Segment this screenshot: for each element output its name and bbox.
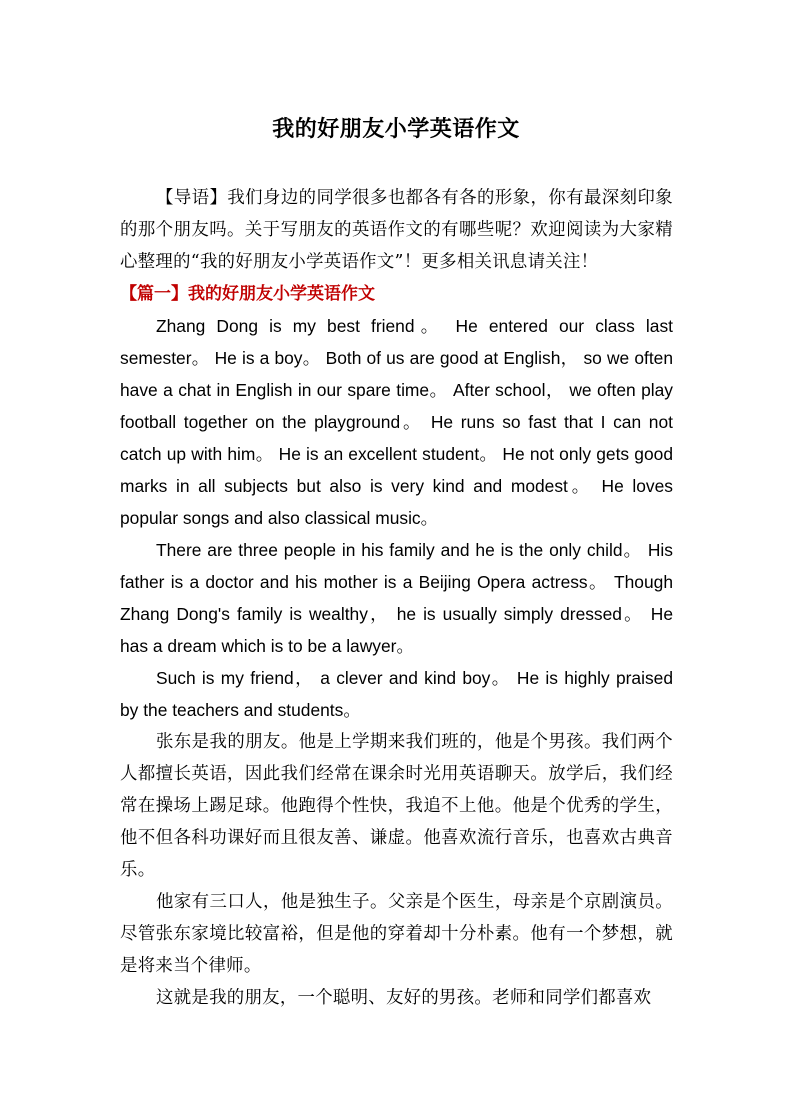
section-heading: 【篇一】我的好朋友小学英语作文 xyxy=(120,284,375,304)
english-paragraph-1: Zhang Dong is my best friend。 He entered our class last semester。 He is a boy。 Both of us are good at English， so we often have a chat in English in our spare time。 After school， we often play football together on the playground。 He runs so fast that I can not catch up with him。 He is an excellent student。 He not only gets good marks in all subjects but also is very kind and modest。 He loves popular songs and also classical music。 xyxy=(120,316,673,528)
chinese-paragraph-1: 张东是我的朋友。他是上学期来我们班的，他是个男孩。我们两个人都擅长英语，因此我们经常在课余时光用英语聊天。放学后，我们经常在操场上踢足球。他跑得个性快，我追不上他。他是个优秀的学生，他不但各科功课好而且很友善、谦虚。他喜欢流行音乐，也喜欢古典音乐。 xyxy=(120,732,673,880)
intro-paragraph: 【导语】我们身边的同学很多也都各有各的形象，你有最深刻印象的那个朋友吗。关于写朋友的英语作文的有哪些呢？欢迎阅读为大家精心整理的“我的好朋友小学英语作文”！更多相关讯息请关注！ xyxy=(120,188,673,272)
english-paragraph-3: Such is my friend， a clever and kind boy。 He is highly praised by the teachers and students。 xyxy=(120,668,673,720)
english-paragraph-2: There are three people in his family and he is the only child。 His father is a doctor and his mother is a Beijing Opera actress。 Though Zhang Dong's family is wealthy， he is usually simply dressed。 He has a dream which is to be a lawyer。 xyxy=(120,540,673,656)
document-body xyxy=(120,182,673,1014)
document-title: 我的好朋友小学英语作文 xyxy=(272,117,520,142)
chinese-paragraph-3: 这就是我的朋友，一个聪明、友好的男孩。老师和同学们都喜欢 xyxy=(156,988,652,1008)
chinese-paragraph-2: 他家有三口人，他是独生子。父亲是个医生，母亲是个京剧演员。尽管张东家境比较富裕，但是他的穿着却十分朴素。他有一个梦想，就是将来当个律师。 xyxy=(120,892,673,976)
